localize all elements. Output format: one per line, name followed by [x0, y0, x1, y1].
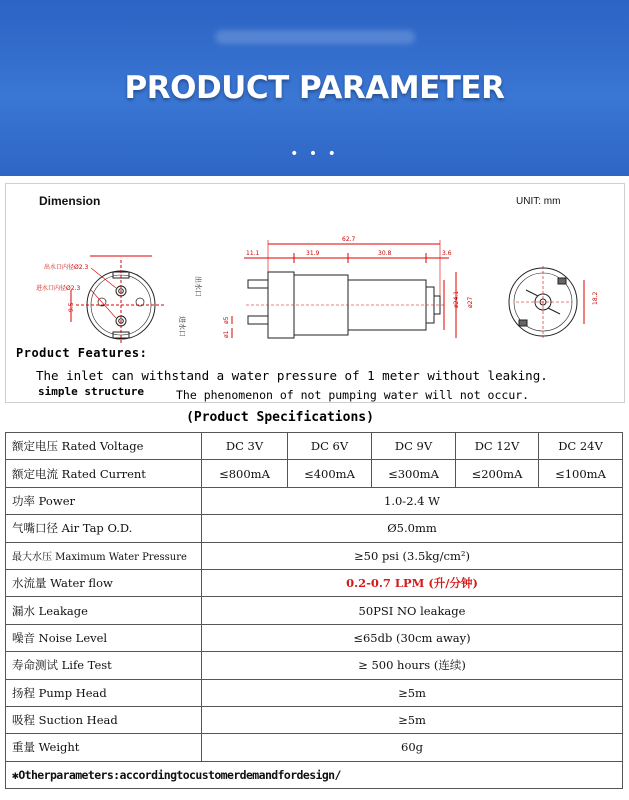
- page-title: PRODUCT PARAMETER: [124, 70, 505, 106]
- back-view-drawing: [509, 266, 584, 338]
- dim-dia-24-1: ø24.1: [453, 290, 460, 308]
- spec-label: 噪音 Noise Level: [6, 624, 202, 651]
- spec-label: 最大水压 Maximum Water Pressure: [6, 542, 202, 569]
- table-row: [6, 487, 623, 514]
- dim-dia-27: ø27: [467, 296, 474, 308]
- dim-11-1: 11.1: [246, 250, 260, 257]
- spec-title: (Product Specifications): [186, 410, 374, 425]
- dim-62-7: 62.7: [342, 236, 356, 243]
- table-row: [6, 652, 623, 679]
- spec-value: Ø5.0mm: [202, 515, 623, 542]
- spec-value: 60g: [202, 734, 623, 761]
- spec-label: 漏水 Leakage: [6, 597, 202, 624]
- spec-label: 额定电压 Rated Voltage: [6, 433, 202, 460]
- dim-inlet-callout: 进水口内径Ø2.3: [36, 285, 81, 292]
- spec-value: ≥ 500 hours (连续): [202, 652, 623, 679]
- banner-blur-decoration: [215, 30, 415, 44]
- spec-label: 吸程 Suction Head: [6, 706, 202, 733]
- features-title: Product Features:: [16, 346, 148, 360]
- inlet-label: 进水口: [178, 316, 186, 337]
- table-row: [6, 597, 623, 624]
- table-row: [6, 433, 623, 460]
- spec-label: 额定电流 Rated Current: [6, 460, 202, 487]
- spec-value: ≤300mA: [372, 460, 456, 487]
- spec-label: 水流量 Water flow: [6, 569, 202, 596]
- feature-simple-structure: simple structure: [38, 385, 144, 398]
- spec-value: ≤65db (30cm away): [202, 624, 623, 651]
- spec-value: 50PSI NO leakage: [202, 597, 623, 624]
- spec-value: ≤200mA: [456, 460, 539, 487]
- spec-label: 寿命测试 Life Test: [6, 652, 202, 679]
- feature-line-1: The inlet can withstand a water pressure of 1 meter without leaking.: [36, 368, 548, 383]
- spec-value: 1.0-2.4 W: [202, 487, 623, 514]
- spec-value: ≥50 psi (3.5kg/cm²): [202, 542, 623, 569]
- spec-value: DC 3V: [202, 433, 288, 460]
- spec-label: 扬程 Pump Head: [6, 679, 202, 706]
- pump-dimension-drawing: [6, 220, 624, 345]
- dim-dia-1: ø1: [223, 330, 230, 338]
- dim-9-5: 9.5: [68, 302, 75, 312]
- spec-label: 气嘴口径 Air Tap O.D.: [6, 515, 202, 542]
- dim-3-6: 3.6: [442, 250, 452, 257]
- table-row: [6, 761, 623, 788]
- spec-value: DC 9V: [372, 433, 456, 460]
- spec-table: [5, 432, 623, 789]
- spec-value: ≤400mA: [288, 460, 372, 487]
- outlet-label: 出水口: [194, 276, 202, 297]
- spec-label: 重量 Weight: [6, 734, 202, 761]
- table-row: [6, 542, 623, 569]
- dimension-panel: [5, 183, 625, 403]
- banner-dots: • • •: [290, 146, 339, 162]
- table-row: [6, 569, 623, 596]
- banner-divider: [0, 176, 629, 180]
- table-row: [6, 706, 623, 733]
- dimension-title: Dimension: [39, 194, 101, 208]
- spec-note: ✱Otherparameters:accordingtocustomerdemandfordesign/: [6, 761, 623, 788]
- table-row: [6, 734, 623, 761]
- dim-30-8: 30.8: [378, 250, 392, 257]
- dim-dia-5: ø5: [223, 316, 230, 324]
- table-row: [6, 679, 623, 706]
- table-row: [6, 624, 623, 651]
- table-row: [6, 515, 623, 542]
- table-row: [6, 460, 623, 487]
- spec-value: ≥5m: [202, 679, 623, 706]
- header-banner: [0, 0, 629, 176]
- spec-label: 功率 Power: [6, 487, 202, 514]
- spec-value: ≥5m: [202, 706, 623, 733]
- side-view-drawing: [232, 240, 456, 338]
- spec-value: DC 24V: [539, 433, 623, 460]
- spec-value: ≤100mA: [539, 460, 623, 487]
- dim-outlet-callout: 出水口内径Ø2.3: [44, 264, 89, 271]
- feature-line-2: The phenomenon of not pumping water will not occur.: [176, 388, 530, 402]
- spec-value: ≤800mA: [202, 460, 288, 487]
- unit-label: UNIT: mm: [516, 196, 561, 207]
- dim-18-2: 18.2: [592, 291, 599, 305]
- spec-value-highlight: 0.2-0.7 LPM (升/分钟): [202, 569, 623, 596]
- dim-31-9: 31.9: [306, 250, 320, 257]
- spec-value: DC 12V: [456, 433, 539, 460]
- spec-value: DC 6V: [288, 433, 372, 460]
